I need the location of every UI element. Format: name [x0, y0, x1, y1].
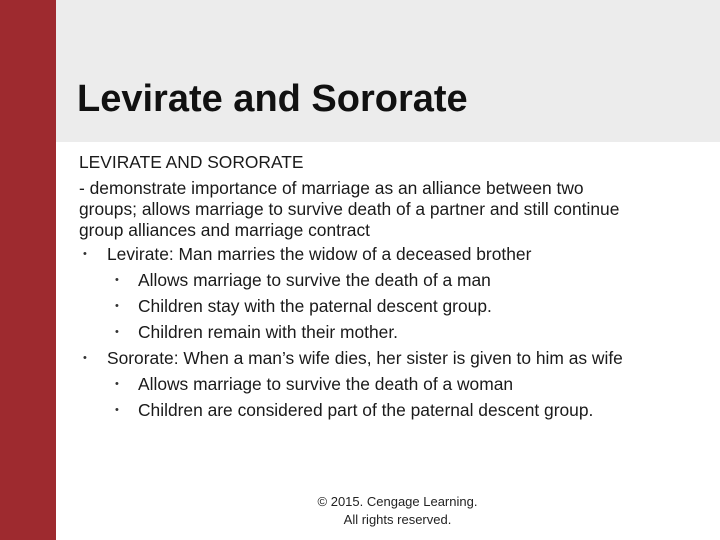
intro-line: group alliances and marriage contract [79, 220, 370, 240]
bullet-icon: • [83, 248, 87, 260]
sub-bullet [79, 267, 709, 293]
bullet-sororate-label: Sororate: When a man’s wife dies, her sister is given to him as wife [107, 348, 623, 368]
bullet-sororate [79, 345, 709, 371]
rights-line: All rights reserved. [343, 512, 452, 527]
bullet-icon: • [115, 274, 119, 286]
sub-bullet-label: Allows marriage to survive the death of a man [138, 270, 491, 290]
accent-bar [0, 0, 56, 540]
intro-line: groups; allows marriage to survive death of a partner and still continue [79, 199, 620, 219]
slide-title: Levirate and Sororate [77, 78, 468, 120]
bullet-icon: • [115, 326, 119, 338]
slide-body [79, 152, 709, 423]
sub-bullet [79, 397, 709, 423]
sub-bullet [79, 319, 709, 345]
sub-bullet-label: Allows marriage to survive the death of a woman [138, 374, 514, 394]
sub-bullet [79, 293, 709, 319]
intro-line: - demonstrate importance of marriage as an alliance between two [79, 178, 584, 198]
copyright-line: © 2015. Cengage Learning. [317, 494, 478, 509]
bullet-icon: • [83, 352, 87, 364]
copyright-footer [260, 493, 535, 529]
bullet-levirate [79, 241, 709, 267]
bullet-icon: • [115, 378, 119, 390]
sub-bullet-label: Children are considered part of the paternal descent group. [138, 400, 594, 420]
intro-heading: LEVIRATE AND SORORATE [79, 152, 304, 172]
sub-bullet-label: Children remain with their mother. [138, 322, 399, 342]
bullet-icon: • [115, 404, 119, 416]
bullet-levirate-label: Levirate: Man marries the widow of a deceased brother [107, 244, 532, 264]
bullet-icon: • [115, 300, 119, 312]
sub-bullet [79, 371, 709, 397]
sub-bullet-label: Children stay with the paternal descent group. [138, 296, 492, 316]
